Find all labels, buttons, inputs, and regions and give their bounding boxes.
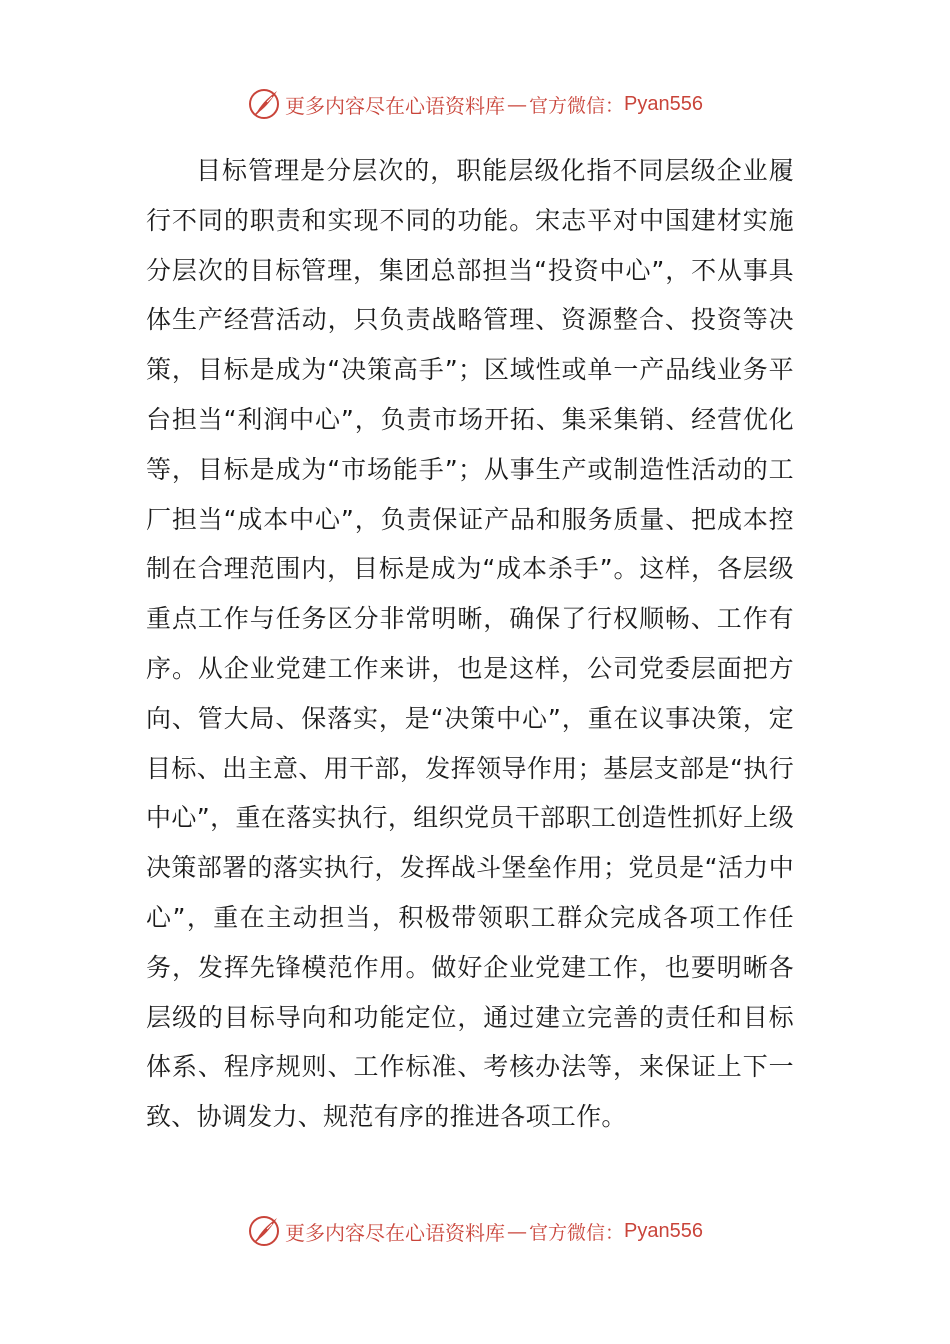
header-banner: [0, 84, 950, 124]
banner-wechat-id: Pyan556: [624, 1219, 703, 1242]
banner-separator: —: [507, 1219, 527, 1243]
body-paragraph: 目标管理是分层次的，职能层级化指不同层级企业履行不同的职责和实现不同的功能。宋志平对中国建材实施分层次的目标管理，集团总部担当“投资中心”，不从事具体生产经营活动，只负责战略管理、资源整合、投资等决策，目标是成为“决策高手”；区域性或单一产品线业务平台担当“利润中心”，负责市场开拓、集采集销、经营优化等，目标是成为“市场能手”；从事生产或制造性活动的工厂担当“成本中心”，负责保证产品和服务质量、把成本控制在合理范围内，目标是成为“成本杀手”。这样，各层级重点工作与任务区分非常明晰，确保了行权顺畅、工作有序。从企业党建工作来讲，也是这样，公司党委层面把方向、管大局、保落实，是“决策中心”，重在议事决策，定目标、出主意、用干部，发挥领导作用；基层支部是“执行中心”，重在落实执行，组织党员干部职工创造性抓好上级决策部署的落实执行，发挥战斗堡垒作用；党员是“活力中心”，重在主动担当，积极带领职工群众完成各项工作任务，发挥先锋模范作用。做好企业党建工作，也要明晰各层级的目标导向和功能定位，通过建立完善的责任和目标体系、程序规则、工作标准、考核办法等，来保证上下一致、协调发力、规范有序的推进各项工作。: [146, 156, 794, 1132]
banner-wechat-id: Pyan556: [624, 92, 703, 115]
banner-wechat-label: 官方微信：: [529, 1221, 625, 1244]
footer-banner: [0, 1211, 950, 1251]
banner-title: 更多内容尽在心语资料库: [285, 93, 505, 118]
quill-logo-icon: [247, 1214, 281, 1248]
banner-title: 更多内容尽在心语资料库: [285, 1220, 505, 1245]
banner-wechat-label: 官方微信：: [529, 94, 625, 117]
banner-separator: —: [507, 92, 527, 116]
quill-logo-icon: [247, 87, 281, 121]
